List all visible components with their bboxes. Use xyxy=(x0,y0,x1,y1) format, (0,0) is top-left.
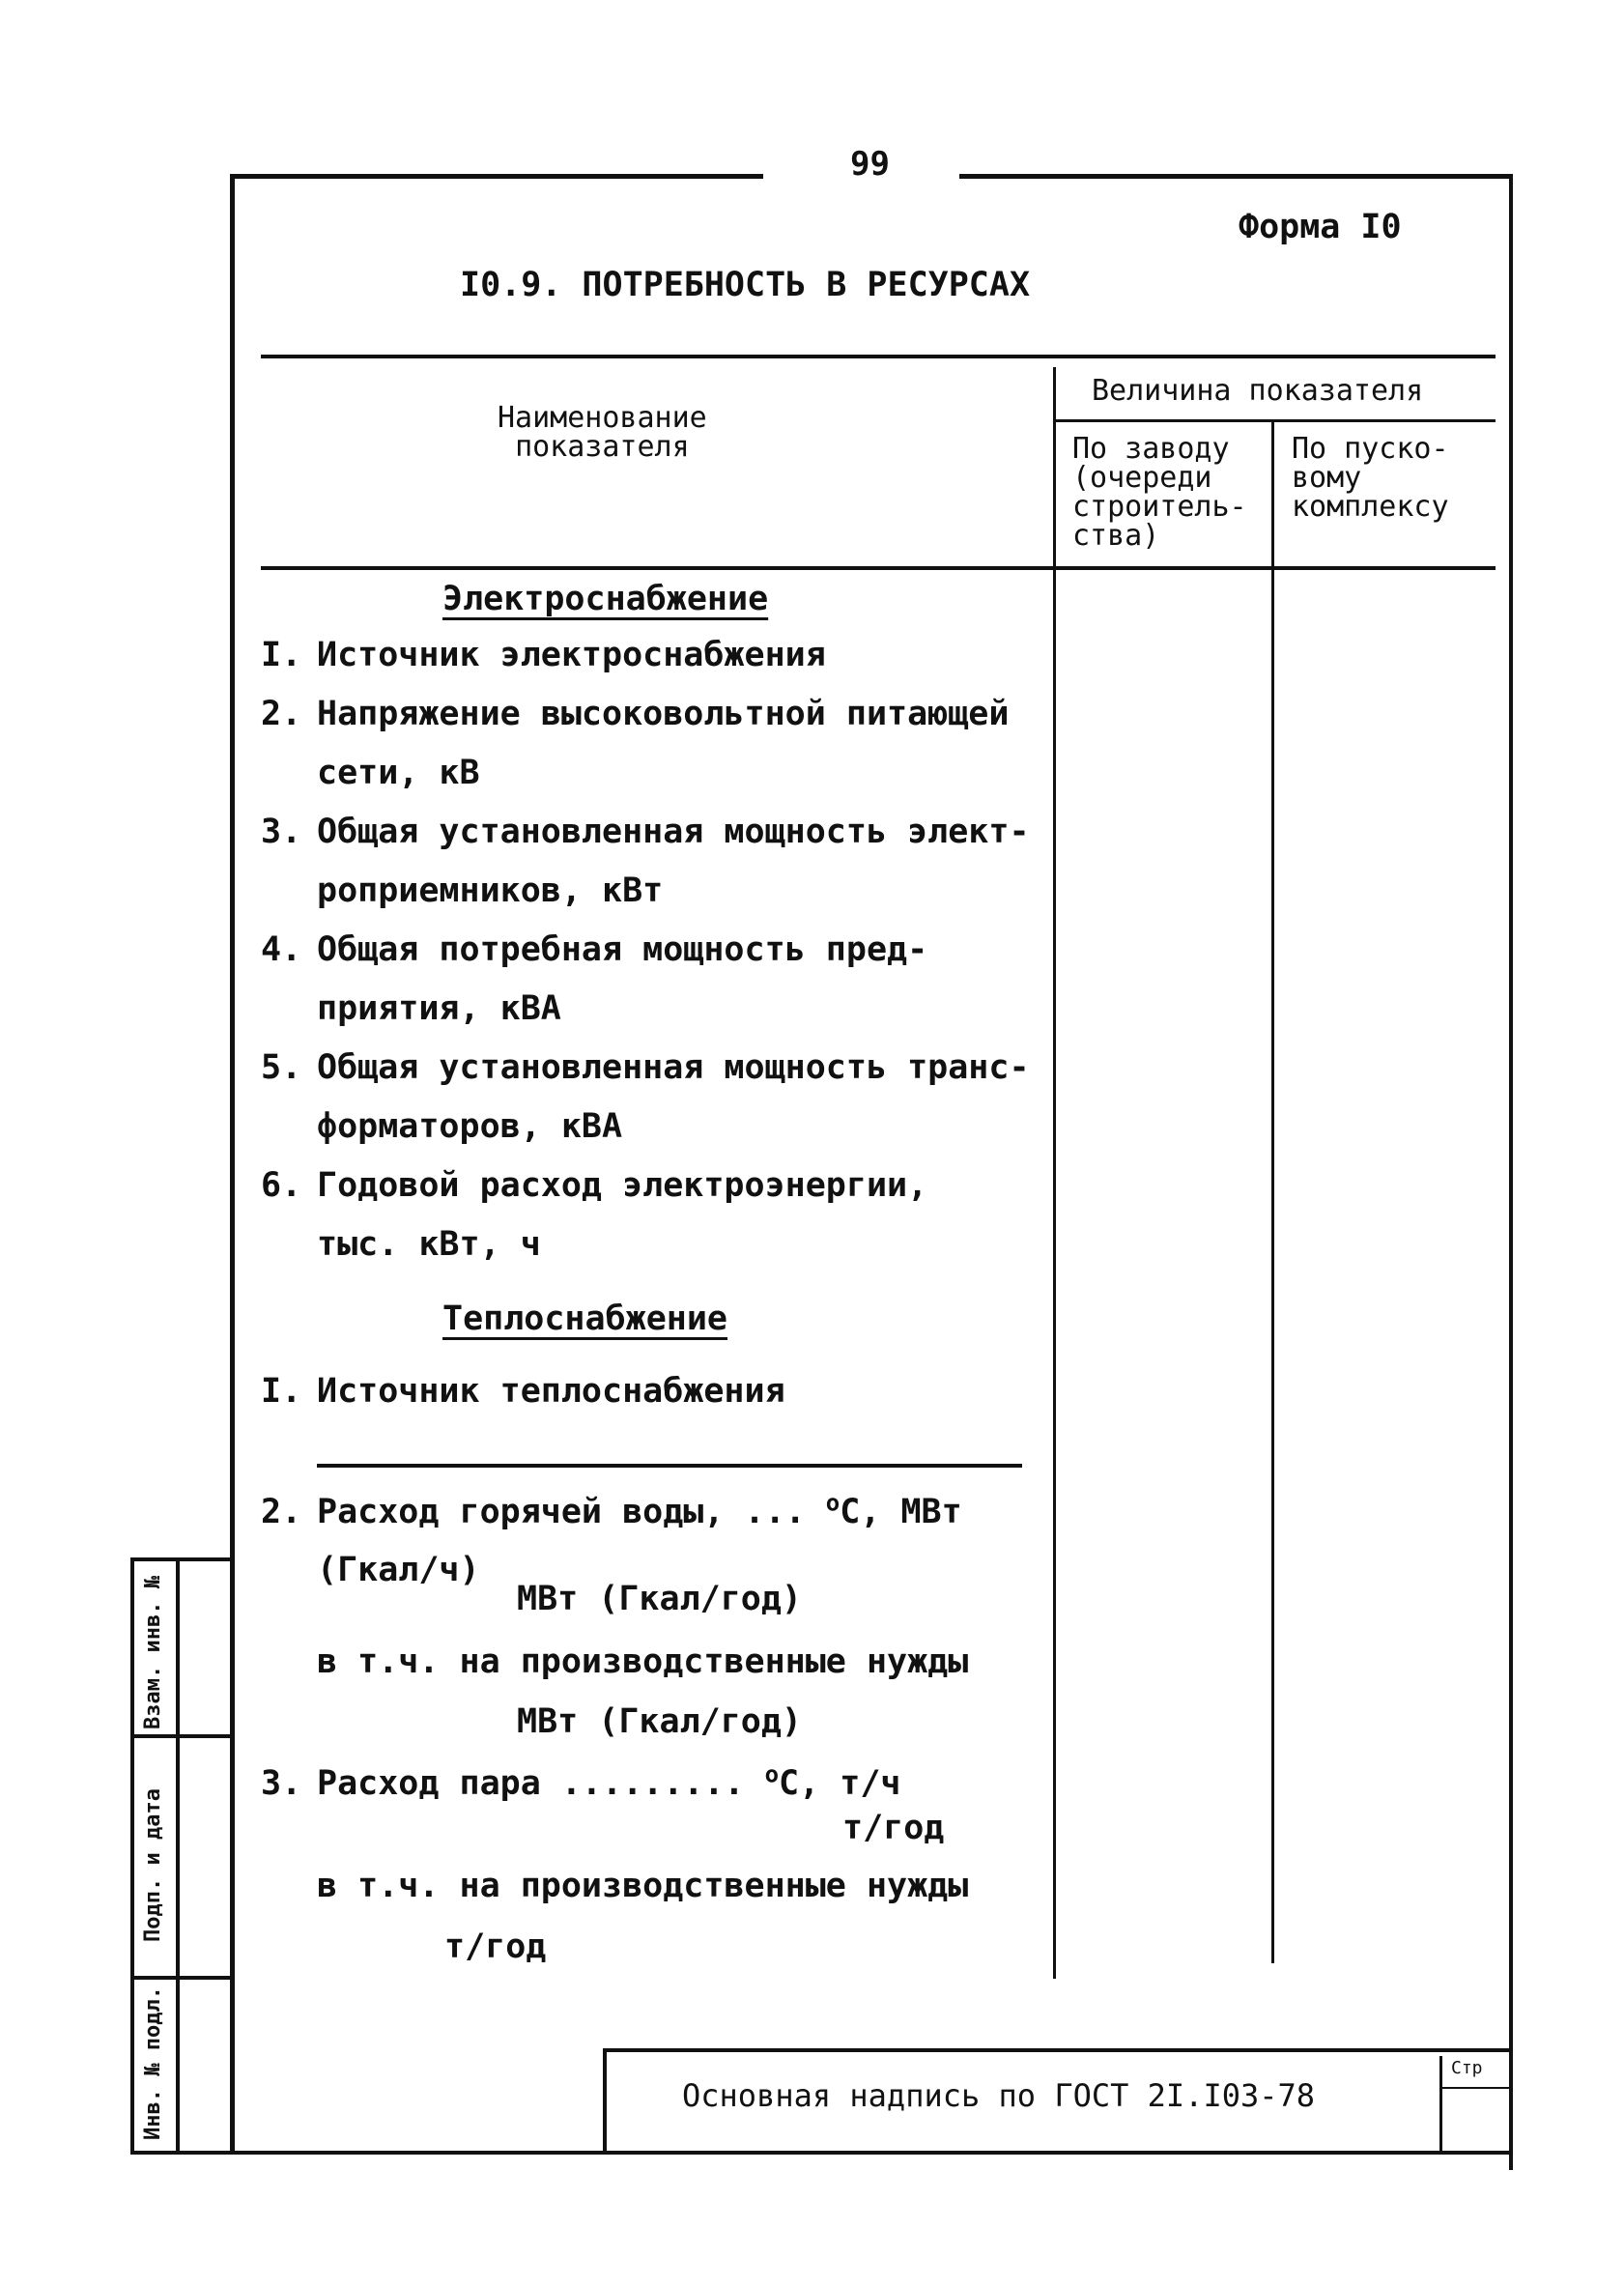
power-row-text: Источник электроснабжения xyxy=(317,636,826,674)
section-heat: Теплоснабжение xyxy=(442,1300,728,1338)
heat-row-2-line5: МВт (Гкал/год) xyxy=(517,1702,803,1741)
stamp-main-text: Основная надпись по ГОСТ 2I.I03-78 xyxy=(682,2077,1316,2114)
page-number: 99 xyxy=(850,145,890,184)
power-row-text: приятия, кВА xyxy=(317,989,561,1028)
heat-row-2-line2: (Гкал/ч) xyxy=(317,1551,480,1589)
frame-left xyxy=(230,174,235,2153)
heat-row-1-text: Источник теплоснабжения xyxy=(317,1372,785,1411)
power-row-text: Общая установленная мощность элект- xyxy=(317,813,1030,851)
heat-row-3-num: 3. xyxy=(261,1764,302,1803)
stamp-top xyxy=(604,2048,1512,2052)
heat-row-2-line4: в т.ч. на производственные нужды xyxy=(317,1642,969,1681)
side-stamp-div-1 xyxy=(130,1734,232,1738)
heat-row-3-line4: т/год xyxy=(444,1928,547,1966)
power-row-text: Общая установленная мощность транс- xyxy=(317,1048,1030,1087)
power-row-num: 5. xyxy=(261,1048,302,1087)
heat-separator xyxy=(317,1464,1022,1468)
side-stamp-inner xyxy=(176,1557,180,2153)
header-col-plant: По заводу (очереди строитель- ства) xyxy=(1072,432,1247,553)
value-group-rule xyxy=(1055,419,1496,422)
document-title: I0.9. ПОТРЕБНОСТЬ В РЕСУРСАХ xyxy=(460,266,1031,304)
heat-row-3-line3: в т.ч. на производственные нужды xyxy=(317,1867,969,1905)
col-divider-2 xyxy=(1271,421,1274,1963)
power-row-text: сети, кВ xyxy=(317,754,480,792)
side-stamp-div-2 xyxy=(130,1976,232,1980)
heat-row-1-num: I. xyxy=(261,1372,302,1411)
header-value-group: Величина показателя xyxy=(1092,374,1424,408)
stamp-page-sep xyxy=(1439,2087,1512,2089)
form-label: Форма I0 xyxy=(1239,208,1402,246)
power-row-text: роприемников, кВт xyxy=(317,871,664,910)
heat-row-3-line1: Расход пара ......... $^о$С, т/ч xyxy=(317,1760,901,1803)
header-bottom-rule xyxy=(261,566,1496,570)
frame-top-left xyxy=(230,174,763,179)
power-row-num: 3. xyxy=(261,813,302,851)
stamp-left xyxy=(603,2048,607,2153)
power-row-num: 2. xyxy=(261,695,302,733)
stamp-page-label: Стр xyxy=(1451,2058,1483,2078)
heat-row-3-line2: т/год xyxy=(842,1809,945,1847)
stamp-page-divider xyxy=(1439,2056,1442,2153)
frame-bottom xyxy=(130,2151,1513,2155)
power-row-num: 6. xyxy=(261,1166,302,1205)
section-power: Электроснабжение xyxy=(442,580,769,618)
col-divider-1 xyxy=(1053,367,1056,1979)
table-top-rule xyxy=(261,355,1496,358)
header-col-complex: По пуско- вому комплексу xyxy=(1292,432,1449,524)
heat-row-2-num: 2. xyxy=(261,1493,302,1531)
power-row-text: Годовой расход электроэнергии, xyxy=(317,1166,928,1205)
side-stamp-outer-left xyxy=(130,1557,134,2153)
power-row-num: 4. xyxy=(261,930,302,969)
frame-top-right xyxy=(959,174,1512,179)
power-row-num: I. xyxy=(261,636,302,674)
power-row-text: тыс. кВт, ч xyxy=(317,1225,541,1264)
frame-right xyxy=(1509,174,1513,2170)
header-name-col: Наименование показателя xyxy=(498,401,707,464)
power-row-text: Общая потребная мощность пред- xyxy=(317,930,928,969)
power-row-text: Напряжение высоковольтной питающей xyxy=(317,695,1010,733)
side-stamp-label-2: Подп. и дата xyxy=(141,1788,165,1942)
side-stamp-top xyxy=(130,1557,232,1561)
side-stamp-label-3: Инв. № подл. xyxy=(141,1986,165,2140)
heat-row-2-line3: МВт (Гкал/год) xyxy=(517,1580,803,1618)
side-stamp-label-1: Взам. инв. № xyxy=(141,1576,165,1729)
heat-row-2-line1: Расход горячей воды, ... $^о$С, МВт xyxy=(317,1489,962,1531)
power-row-text: форматоров, кВА xyxy=(317,1107,623,1146)
